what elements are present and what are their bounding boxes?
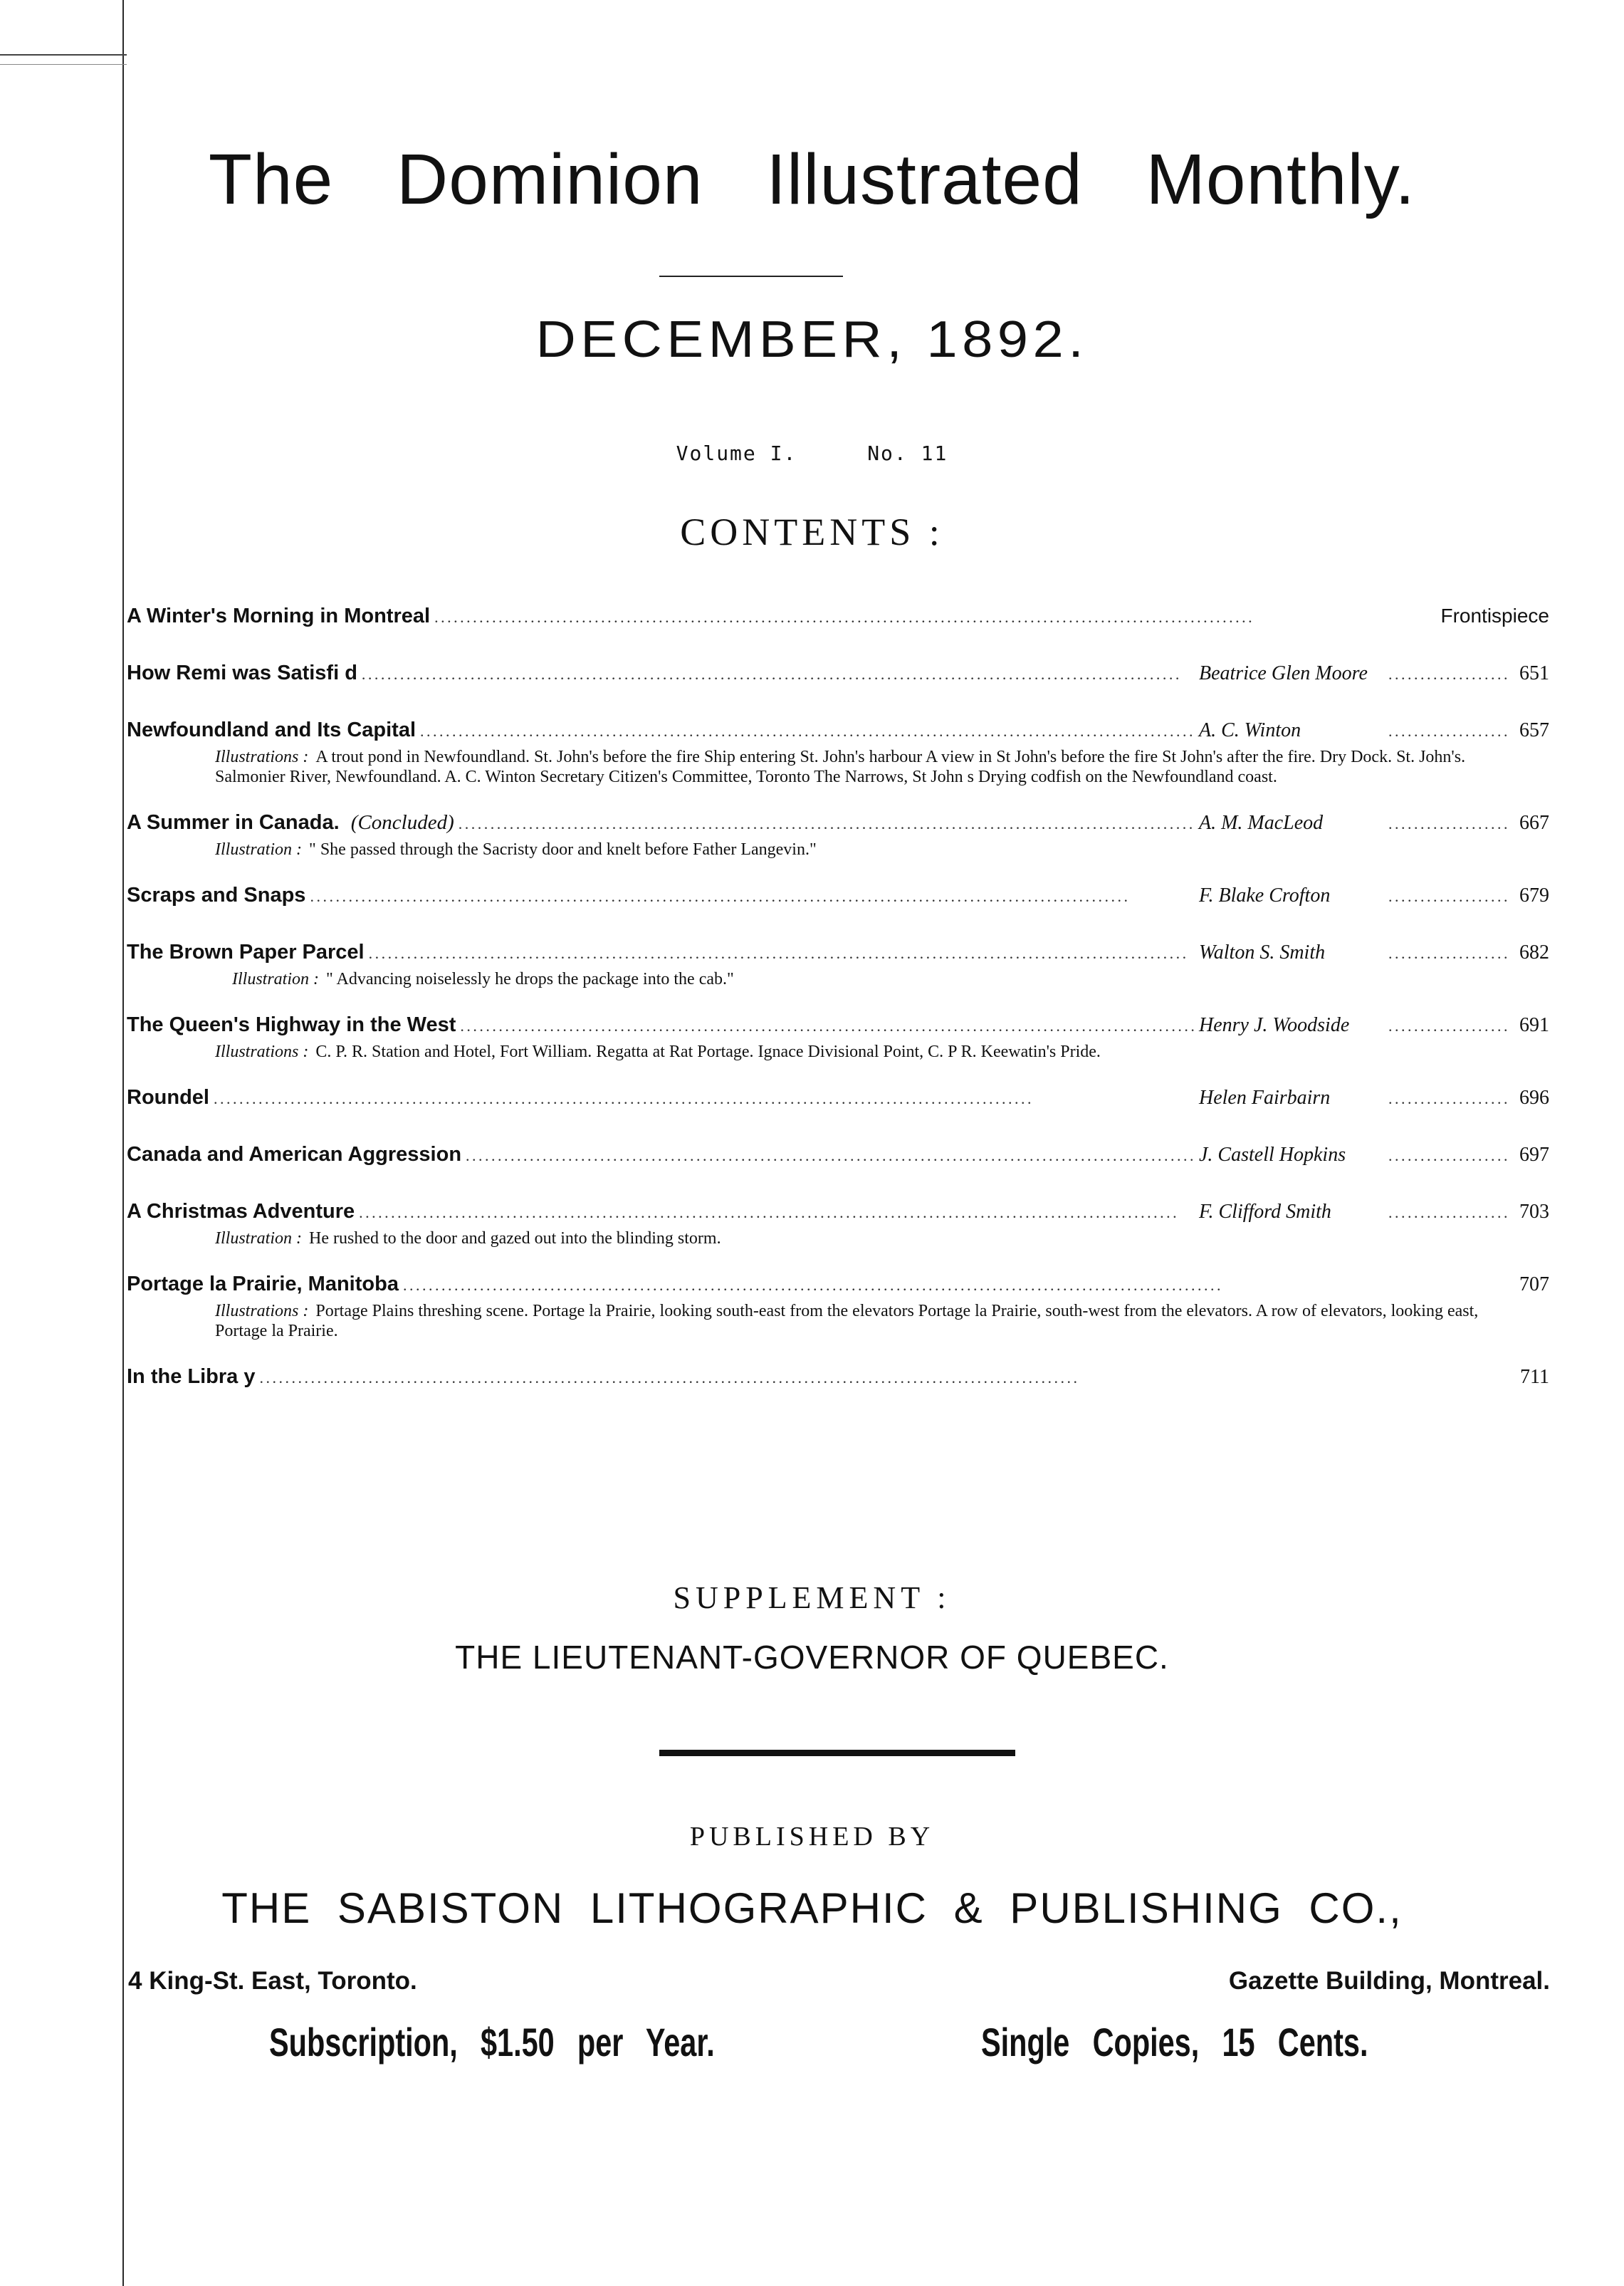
toc-title: Portage la Prairie, Manitoba xyxy=(127,1273,399,1295)
leader-dots xyxy=(434,602,1436,632)
leader-dots xyxy=(1388,716,1509,746)
toc-page: 679 xyxy=(1519,884,1549,907)
toc-title: Scraps and Snaps xyxy=(127,884,306,907)
leader-dots xyxy=(214,1083,1195,1113)
toc-page: 657 xyxy=(1519,719,1549,741)
toc-author: A. M. MacLeod xyxy=(1199,812,1324,834)
illustrations-label: Illustrations : xyxy=(215,748,309,766)
illustrations-text: Portage Plains threshing scene. Portage la Prairie, looking south-east from the elevators Portage la Prairie, south-west from the elevators. A row of elevators, looking east, Portage la Prairie. xyxy=(215,1302,1479,1340)
toc-title: A Winter's Morning in Montreal xyxy=(127,605,431,627)
illustrations-text: " Advancing noiselessly he drops the package into the cab." xyxy=(326,970,734,988)
toc-author: A. C. Winton xyxy=(1199,719,1301,741)
table-of-contents xyxy=(127,602,1549,1392)
illustrations-label: Illustration : xyxy=(232,970,320,988)
toc-author: J. Castell Hopkins xyxy=(1199,1144,1346,1166)
illustrations-label: Illustrations : xyxy=(215,1043,309,1061)
leader-dots xyxy=(1388,881,1509,911)
toc-illustrations xyxy=(215,1228,1489,1248)
toc-entry xyxy=(127,1362,1549,1392)
leader-dots xyxy=(1388,659,1509,689)
toc-illustrations xyxy=(215,747,1489,787)
leader-dots xyxy=(1388,1083,1509,1113)
toc-title: How Remi was Satisfi d xyxy=(127,662,357,684)
volume-label: Volume I. xyxy=(676,442,797,465)
published-by-label: PUBLISHED BY xyxy=(689,1822,935,1852)
illustrations-text: He rushed to the door and gazed out into the blinding storm. xyxy=(309,1229,721,1248)
toc-page: 651 xyxy=(1519,662,1549,684)
toc-author: Beatrice Glen Moore xyxy=(1199,662,1368,684)
magazine-title: The Dominion Illustrated Monthly. xyxy=(208,140,1416,219)
contents-heading: CONTENTS : xyxy=(680,511,944,553)
toc-title-note: (Concluded) xyxy=(350,811,454,834)
toc-entry xyxy=(127,1197,1549,1248)
toc-page: 667 xyxy=(1519,812,1549,834)
toc-entry xyxy=(127,938,1549,989)
subscription-price: Subscription, $1.50 per Year. xyxy=(269,2020,715,2065)
illustrations-label: Illustration : xyxy=(215,1229,303,1248)
toc-page: Frontispiece xyxy=(1440,605,1549,627)
leader-dots xyxy=(460,1011,1195,1040)
leader-dots xyxy=(259,1362,1509,1392)
toc-entry xyxy=(127,1011,1549,1062)
scan-artifact-rule-secondary xyxy=(0,64,127,65)
toc-entry xyxy=(127,1270,1549,1341)
publisher-name: THE SABISTON LITHOGRAPHIC & PUBLISHING CO., xyxy=(221,1884,1403,1932)
leader-dots xyxy=(362,659,1195,689)
toc-entry xyxy=(127,1140,1549,1170)
illustrations-label: Illustrations : xyxy=(215,1302,309,1320)
single-copy-price: Single Copies, 15 Cents. xyxy=(981,2020,1368,2065)
leader-dots xyxy=(1388,938,1509,968)
toc-title-text: A Summer in Canada. xyxy=(127,811,340,834)
leader-dots xyxy=(466,1140,1195,1170)
toc-entry xyxy=(127,881,1549,911)
toc-author: F. Clifford Smith xyxy=(1199,1201,1331,1223)
leader-dots xyxy=(459,808,1195,838)
toc-title: The Brown Paper Parcel xyxy=(127,941,365,964)
toc-entry xyxy=(127,602,1549,632)
toc-author: Walton S. Smith xyxy=(1199,941,1326,964)
volume-number xyxy=(0,442,1624,465)
leader-dots xyxy=(359,1197,1195,1227)
toc-illustrations xyxy=(215,1301,1489,1341)
leader-dots xyxy=(403,1270,1509,1300)
toc-page: 707 xyxy=(1519,1273,1549,1295)
scan-artifact-rule xyxy=(0,54,127,56)
leader-dots xyxy=(369,938,1195,968)
toc-illustrations xyxy=(232,969,1507,989)
toc-page: 682 xyxy=(1519,941,1549,964)
toc-author: Helen Fairbairn xyxy=(1199,1087,1331,1109)
toc-entry xyxy=(127,1083,1549,1113)
toc-title: Newfoundland and Its Capital xyxy=(127,719,417,741)
toc-author: Henry J. Woodside xyxy=(1199,1014,1350,1036)
leader-dots xyxy=(1388,1011,1509,1040)
issue-number: No. 11 xyxy=(867,442,948,465)
illustrations-text: C. P. R. Station and Hotel, Fort William. Regatta at Rat Portage. Ignace Divisional Point, C. P R. Keewatin's Pride. xyxy=(315,1043,1101,1061)
leader-dots xyxy=(310,881,1195,911)
illustrations-label: Illustration : xyxy=(215,840,303,859)
toc-page: 697 xyxy=(1519,1144,1549,1166)
leader-dots xyxy=(1388,1197,1509,1227)
toc-title: A Christmas Adventure xyxy=(127,1200,355,1223)
toc-title: In the Libra y xyxy=(127,1365,256,1388)
supplement-subject: THE LIEUTENANT-GOVERNOR OF QUEBEC. xyxy=(455,1639,1169,1676)
supplement-heading: SUPPLEMENT : xyxy=(673,1580,951,1615)
toc-entry xyxy=(127,659,1549,689)
toc-illustrations xyxy=(215,840,1489,860)
toc-author: F. Blake Crofton xyxy=(1199,884,1331,907)
issue-date: DECEMBER, 1892. xyxy=(535,311,1089,368)
toc-page: 691 xyxy=(1519,1014,1549,1036)
leader-dots xyxy=(1388,1140,1509,1170)
toc-title: The Queen's Highway in the West xyxy=(127,1013,456,1036)
toc-title: Canada and American Aggression xyxy=(127,1143,462,1166)
leader-dots xyxy=(1388,808,1509,838)
title-divider xyxy=(659,276,843,277)
toc-illustrations xyxy=(215,1042,1489,1062)
illustrations-text: " She passed through the Sacristy door and knelt before Father Langevin." xyxy=(309,840,817,859)
toronto-address: 4 King-St. East, Toronto. xyxy=(128,1967,417,1995)
illustrations-text: A trout pond in Newfoundland. St. John's before the fire Ship entering St. John's harbour A view in St John's before the fire St John's after the fire. Dry Dock. St. John's. Salmonier River, Newfoundland. A. C. Winton Secretary Citizen's Committee, Toronto The Narrows, St John s Drying codfish on the Newfoundland coast. xyxy=(215,748,1466,786)
toc-page: 711 xyxy=(1520,1366,1549,1388)
toc-title: Roundel xyxy=(127,1086,209,1109)
toc-page: 703 xyxy=(1519,1201,1549,1223)
toc-title xyxy=(127,808,454,837)
section-divider xyxy=(659,1750,1015,1756)
montreal-address: Gazette Building, Montreal. xyxy=(1228,1967,1550,1995)
leader-dots xyxy=(420,716,1195,746)
toc-entry xyxy=(127,808,1549,860)
toc-entry xyxy=(127,716,1549,787)
toc-page: 696 xyxy=(1519,1087,1549,1109)
